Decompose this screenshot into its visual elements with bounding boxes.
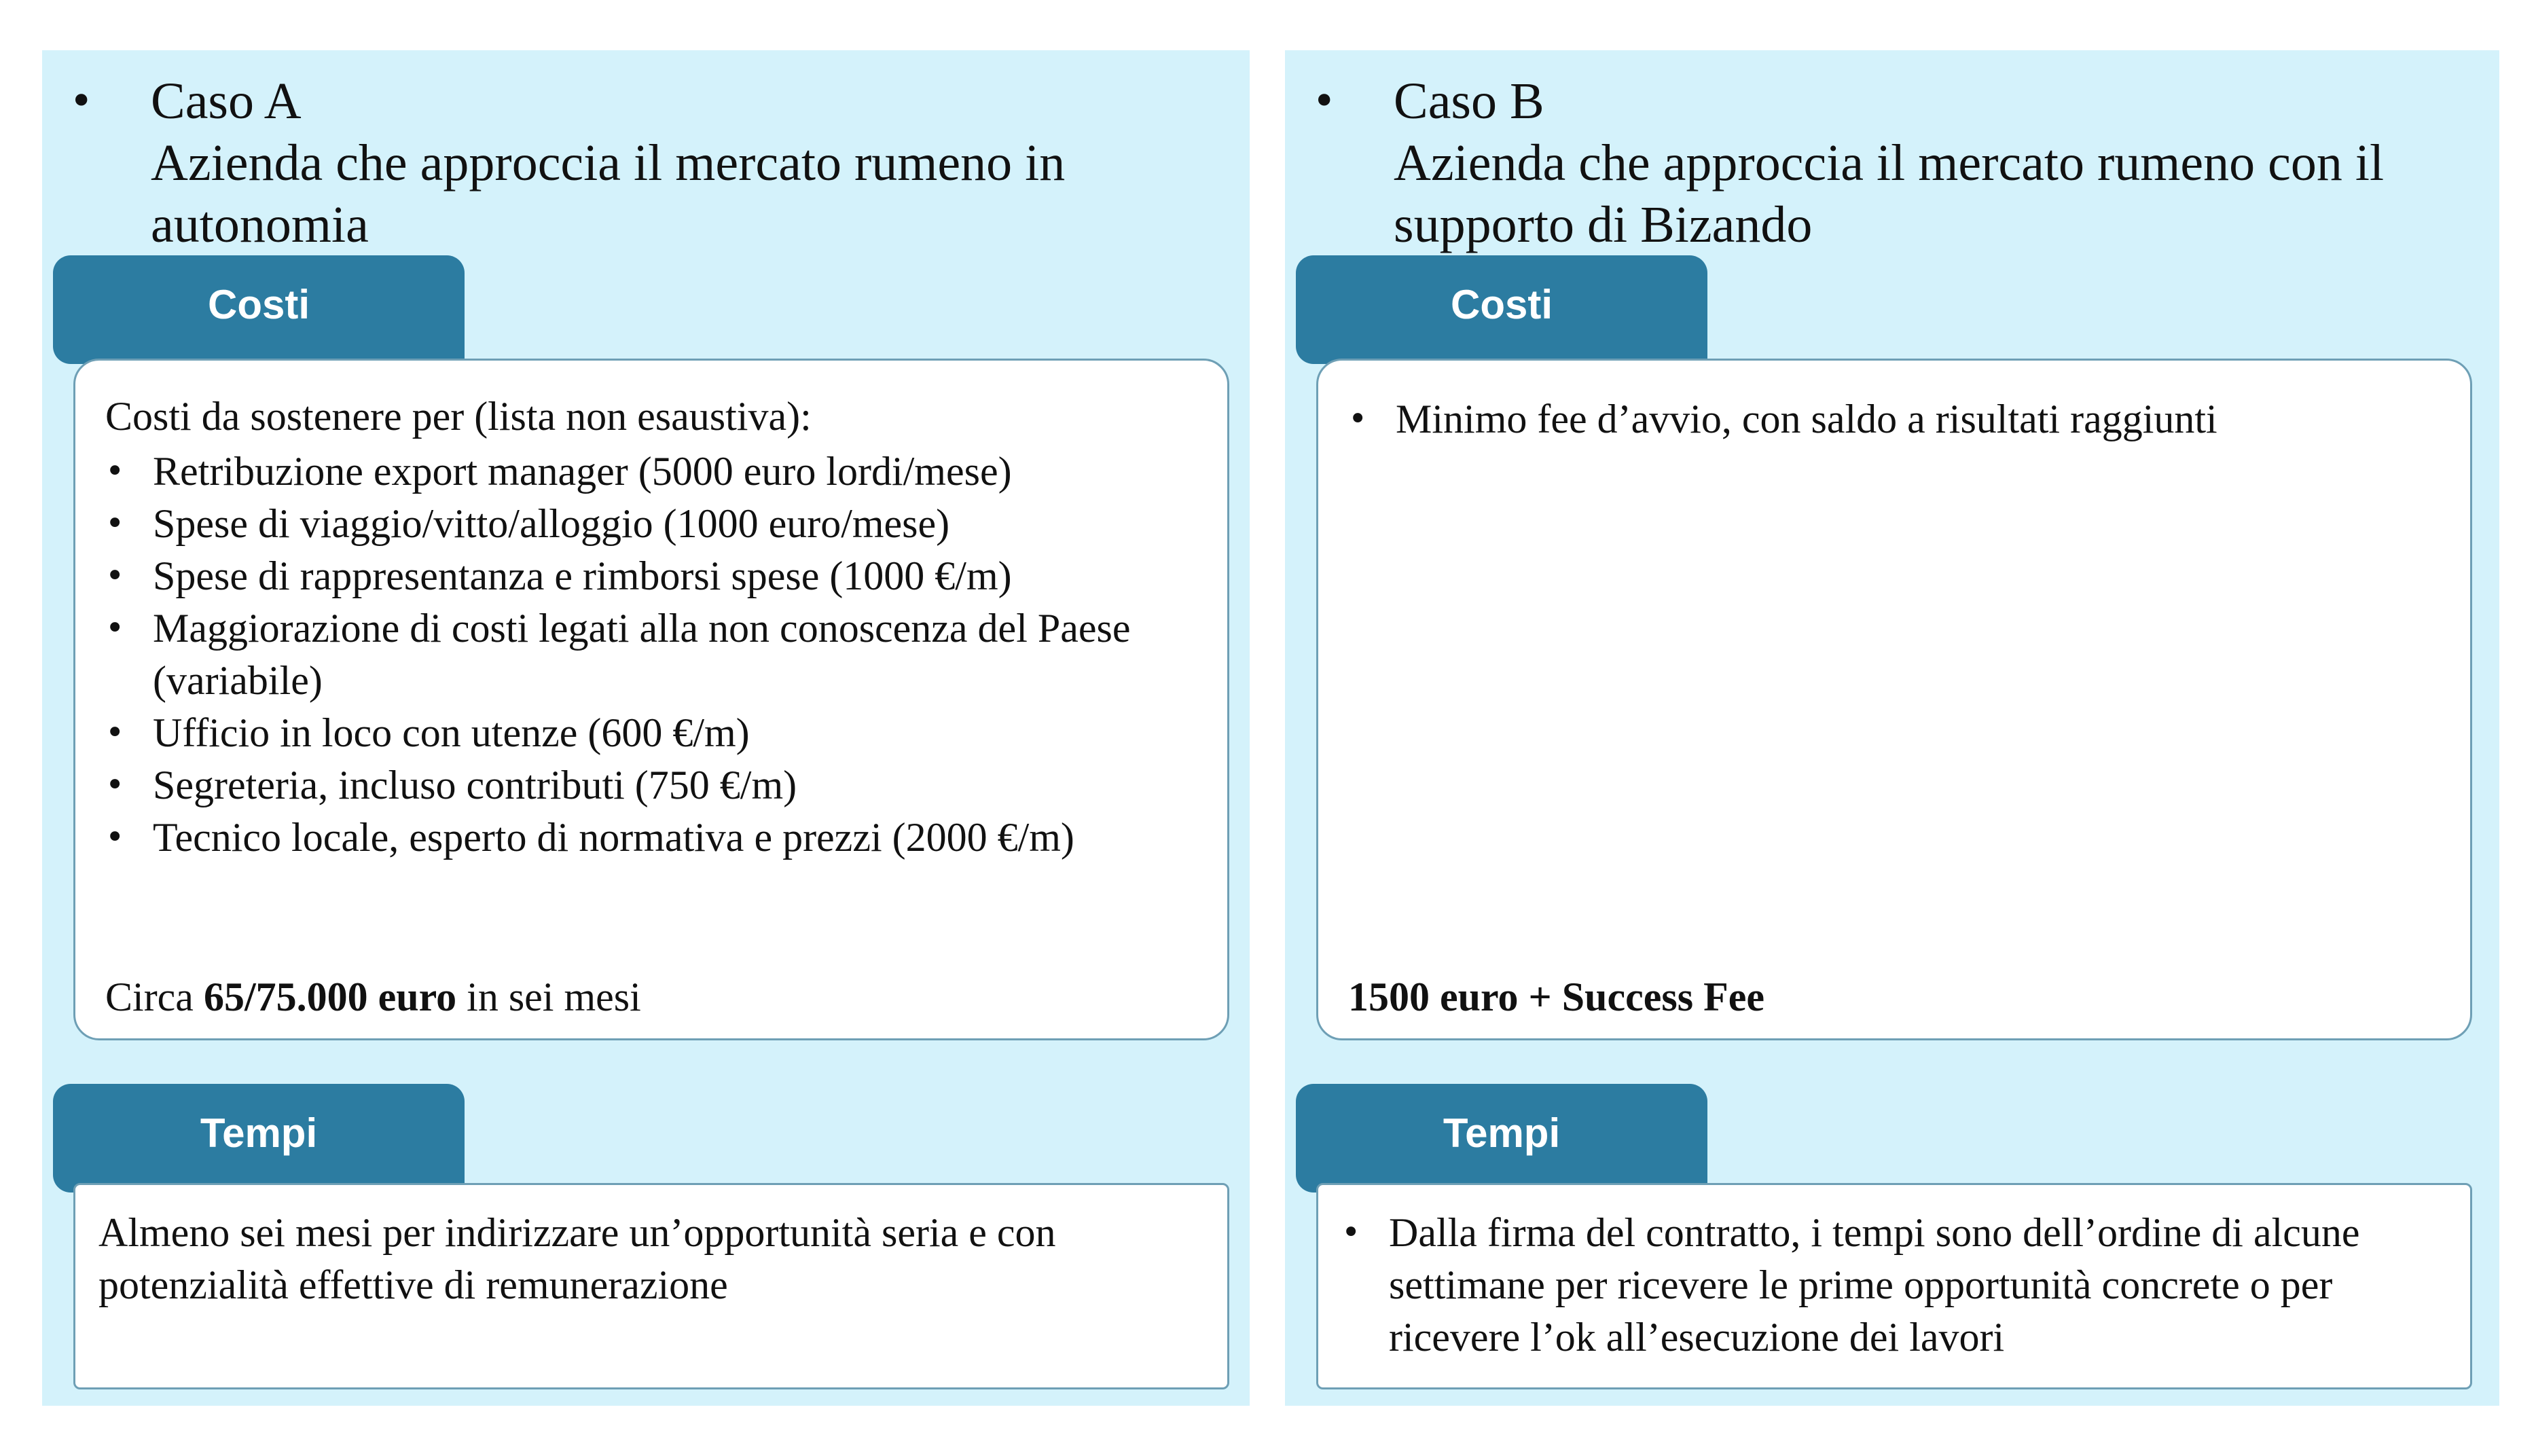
case-b-bullet: • — [1312, 77, 1337, 125]
bullet-dot: • — [105, 714, 125, 752]
bullet-dot: • — [105, 505, 125, 543]
case-a-costs-total: Circa 65/75.000 euro in sei mesi — [105, 975, 641, 1019]
bullet-dot: • — [105, 557, 125, 595]
case-b-costs-item: • Minimo fee d’avvio, con saldo a risultati raggiunti — [1348, 393, 2435, 445]
case-b-panel — [1285, 50, 2499, 1406]
case-a-costs-tab-label: Costi — [208, 282, 310, 327]
list-item: • Segreteria, incluso contributi (750 €/m) — [105, 759, 1178, 812]
bullet-dot: • — [105, 818, 125, 856]
case-a-bullet: • — [69, 77, 94, 125]
bullet-dot: • — [105, 609, 125, 647]
case-b-times-item: • Dalla firma del contratto, i tempi sono dell’ordine di alcune settimane per ricevere le prime opportunità concrete o per ricevere l’ok all’esecuzione dei lavori — [1341, 1207, 2428, 1364]
list-item: • Spese di rappresentanza e rimborsi spese (1000 €/m) — [105, 550, 1178, 602]
case-a-costs-tab — [53, 255, 465, 364]
case-a-times-tab-label: Tempi — [200, 1110, 318, 1156]
case-b-times-tab — [1296, 1084, 1707, 1193]
bullet-dot: • — [1348, 400, 1368, 438]
case-b-title-line-3: supporto di Bizando — [1394, 196, 1813, 253]
case-b-costs-tab-label: Costi — [1451, 282, 1553, 327]
bullet-dot: • — [1341, 1214, 1361, 1252]
case-a-title-line-3: autonomia — [151, 196, 369, 253]
bullet-dot: • — [105, 452, 125, 490]
case-a-title-line-1: Caso A — [151, 73, 302, 130]
case-b-costs-total: 1500 euro + Success Fee — [1348, 975, 1764, 1019]
case-a-costs-intro: Costi da sostenere per (lista non esaustiva): — [105, 394, 812, 439]
case-a-times-tab — [53, 1084, 465, 1193]
case-a-times-text: Almeno sei mesi per indirizzare un’opportunità seria e con potenzialità effettive di remunerazione — [98, 1210, 1056, 1307]
list-item: • Retribuzione export manager (5000 euro lordi/mese) — [105, 445, 1178, 498]
case-b-costs-tab — [1296, 255, 1707, 364]
bullet-dot: • — [105, 766, 125, 804]
case-b-title-line-1: Caso B — [1394, 73, 1544, 130]
case-b-times-card — [1316, 1183, 2472, 1389]
list-item: • Spese di viaggio/vitto/alloggio (1000 euro/mese) — [105, 498, 1178, 550]
case-a-title — [151, 71, 1065, 256]
case-a-costs-list — [105, 445, 1178, 864]
case-a-costs-card — [73, 359, 1229, 1040]
case-b-costs-card — [1316, 359, 2472, 1040]
case-a-panel — [42, 50, 1250, 1406]
case-b-times-tab-label: Tempi — [1443, 1110, 1561, 1156]
list-item: • Tecnico locale, esperto di normativa e prezzi (2000 €/m) — [105, 812, 1178, 864]
case-a-times-card — [73, 1183, 1229, 1389]
case-b-title-line-2: Azienda che approccia il mercato rumeno con il — [1394, 134, 2385, 192]
case-a-title-line-2: Azienda che approccia il mercato rumeno in — [151, 134, 1066, 192]
case-b-title — [1394, 71, 2384, 256]
list-item: • Maggiorazione di costi legati alla non conoscenza del Paese (variabile) — [105, 602, 1178, 707]
list-item: • Ufficio in loco con utenze (600 €/m) — [105, 707, 1178, 759]
